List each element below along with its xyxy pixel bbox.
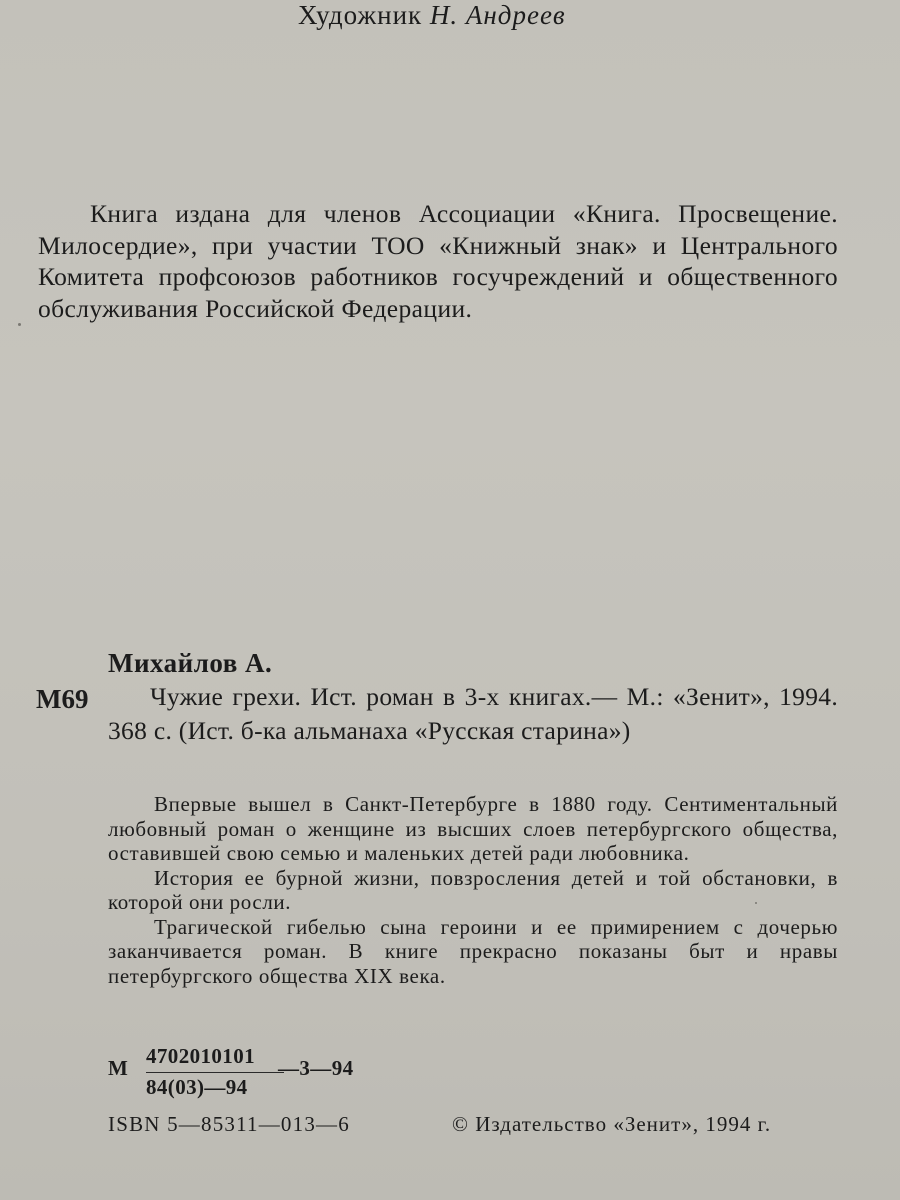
classification-suffix: —3—94 (278, 1056, 354, 1080)
artist-name: Н. Андреев (429, 0, 566, 30)
paper-speck (755, 902, 757, 904)
annotation-paragraph: История ее бурной жизни, повзросления детей и той обстановки, в которой они росли. (108, 865, 838, 914)
classification-numerator: 4702010101 (146, 1044, 284, 1073)
artist-credit (298, 0, 566, 31)
annotation-paragraph: Трагической гибелью сына героини и ее примирением с дочерью заканчивается роман. В книге прекрасно показаны быт и нравы петербургского общества XIX века. (108, 914, 838, 988)
annotation (108, 792, 838, 988)
catalog-code: М69 (36, 684, 89, 714)
copyright-line: © Издательство «Зенит», 1994 г. (452, 1112, 772, 1136)
publication-notice: Книга издана для членов Ассоциации «Книга. Просвещение. Милосердие», при участии ТОО «Книжный знак» и Центрального Комитета профсоюзов работников госучреждений и общественного обслуживания Российской Федерации. (38, 199, 838, 323)
classification-letter: М (108, 1056, 129, 1080)
artist-label: Художник (298, 0, 423, 30)
classification-denominator: 84(03)—94 (146, 1075, 248, 1099)
catalog-author: Михайлов А. (108, 648, 273, 678)
paper-speck (18, 323, 21, 326)
isbn: ISBN 5—85311—013—6 (108, 1112, 350, 1136)
annotation-paragraph: Впервые вышел в Санкт-Петербурге в 1880 году. Сентиментальный любовный роман о женщине из высших слоев петербургского общества, оставившей свою семью и маленьких детей ради любовника. (108, 792, 838, 865)
bibliographic-description: Чужие грехи. Ист. роман в 3-х книгах.— М.: «Зенит», 1994. 368 с. (Ист. б-ка альманаха «Русская старина») (108, 682, 838, 745)
